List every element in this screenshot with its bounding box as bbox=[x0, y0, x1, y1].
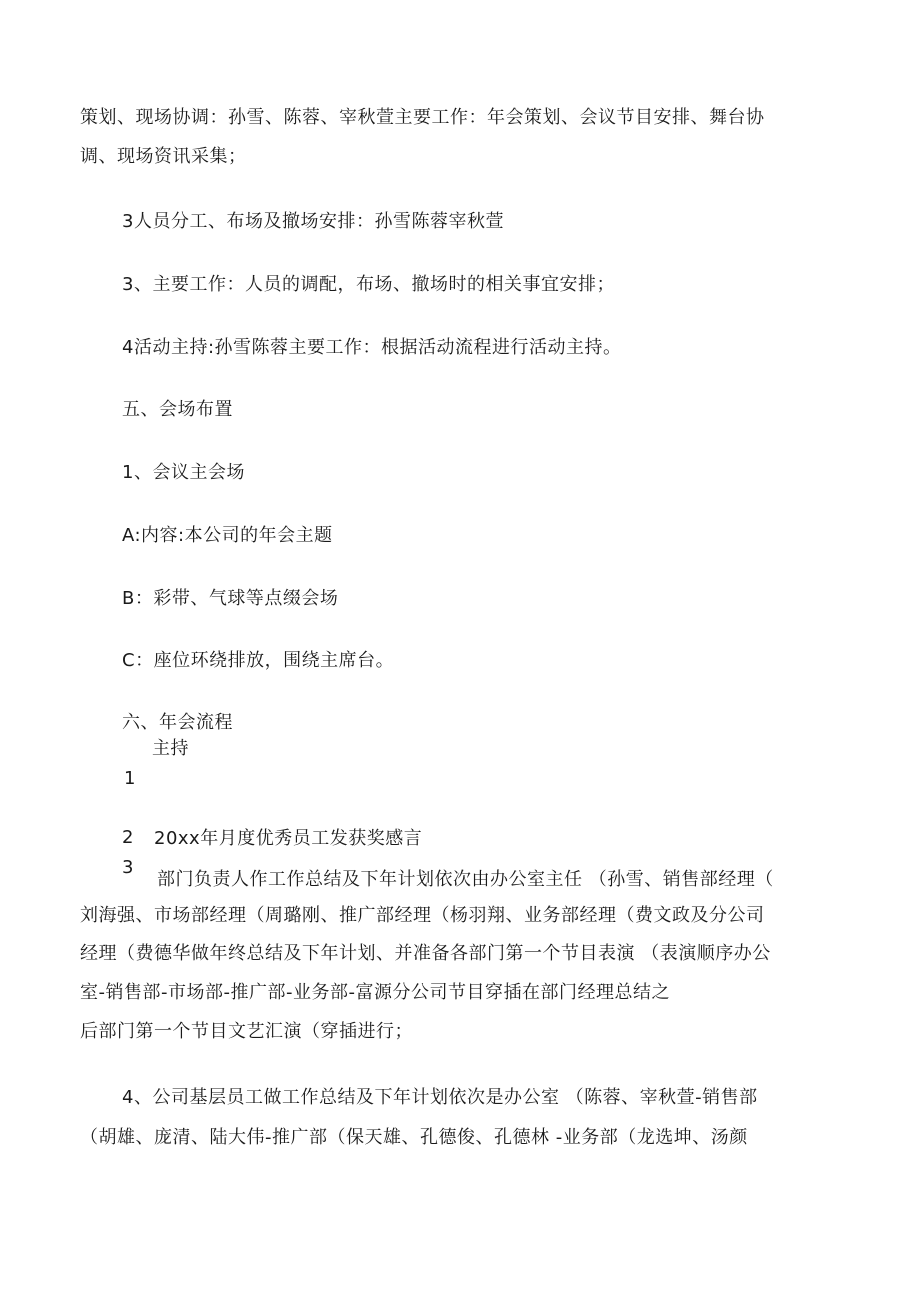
paragraph-line: 经理（费德华做年终总结及下年计划、并准备各部门第一个节目表演 （表演顺序办公 bbox=[80, 943, 771, 964]
flow-number: 1 bbox=[124, 768, 136, 789]
paragraph-line: 部门负责人作工作总结及下年计划依次由办公室主任 （孙雪、销售部经理（ bbox=[157, 869, 774, 890]
section-heading-flow: 六、年会流程 bbox=[122, 712, 233, 733]
paragraph-line: 室-销售部-市场部-推广部-业务部-富源分公司节目穿插在部门经理总结之 bbox=[80, 982, 670, 1003]
paragraph-line: 4、公司基层员工做工作总结及下年计划依次是办公室 （陈蓉、宰秋萱-销售部 bbox=[122, 1087, 758, 1108]
paragraph-main-work: 3、主要工作：人员的调配，布场、撤场时的相关事宜安排； bbox=[122, 274, 615, 295]
paragraph-line: 策划、现场协调：孙雪、陈蓉、宰秋萱主要工作：年会策划、会议节目安排、舞台协 bbox=[80, 107, 765, 128]
paragraph-staffing: 3人员分工、布场及撤场安排：孙雪陈蓉宰秋萱 bbox=[122, 211, 504, 232]
flow-item-host: 主持 bbox=[152, 738, 189, 759]
list-item: C：座位环绕排放，围绕主席台。 bbox=[122, 650, 395, 671]
flow-item-award: 20xx年月度优秀员工发获奖感言 bbox=[154, 828, 423, 849]
paragraph-line: 调、现场资讯采集； bbox=[80, 146, 247, 167]
paragraph-line: （胡雄、庞清、陆大伟-推广部（保天雄、孔德俊、孔德林 -业务部（龙选坤、汤颜 bbox=[80, 1127, 748, 1148]
paragraph-line: 后部门第一个节目文艺汇演（穿插进行； bbox=[80, 1021, 413, 1042]
list-item: B：彩带、气球等点缀会场 bbox=[122, 588, 339, 609]
list-item: A:内容:本公司的年会主题 bbox=[122, 525, 333, 546]
flow-number: 2 bbox=[122, 827, 134, 848]
section-heading-venue: 五、会场布置 bbox=[122, 399, 233, 420]
flow-number: 3 bbox=[122, 857, 134, 878]
paragraph-line: 刘海强、市场部经理（周璐刚、推广部经理（杨羽翔、业务部经理（费文政及分公司 bbox=[80, 905, 765, 926]
paragraph-host: 4活动主持:孙雪陈蓉主要工作：根据活动流程进行活动主持。 bbox=[122, 337, 622, 358]
list-item: 1、会议主会场 bbox=[122, 462, 245, 483]
